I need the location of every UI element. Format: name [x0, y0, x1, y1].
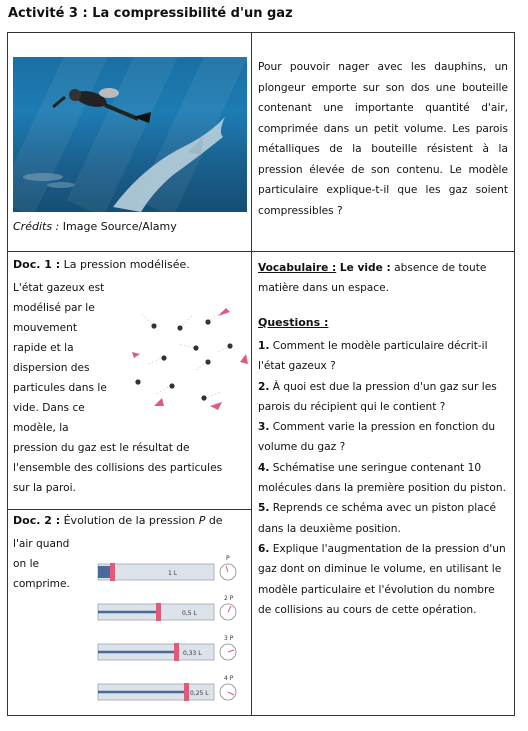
syringe-3-pressure: 3 P [224, 635, 234, 642]
question-item: 5. Reprends ce schéma avec un piston placé dans la deuxième position. [258, 502, 497, 535]
syringe-4-pressure: 4 P [224, 675, 234, 682]
syringe-3-volume: 0,33 L [183, 650, 202, 657]
divider-top [7, 251, 515, 252]
diver-dolphin-photo [13, 57, 247, 212]
questions-heading: Questions : [258, 316, 329, 329]
doc1-line: modélisé par le [13, 302, 95, 314]
syringe-4 [98, 675, 236, 701]
dolphin-figure [113, 117, 225, 212]
syringe-2 [98, 595, 236, 621]
question-item: 6. Explique l'augmentation de la pression d'un gaz dont on diminue le volume, en utilisant le modèle particulaire et l'évolution du nombre de collisions au cours de cette opération. [258, 542, 506, 616]
doc2-title: Doc. 2 : Évolution de la pression P de [13, 514, 223, 527]
doc1-title: Doc. 1 : La pression modélisée. [13, 258, 190, 271]
doc1-line: pression du gaz est le résultat de [13, 442, 190, 454]
doc1-line: particules dans le [13, 382, 107, 394]
syringe-diagram [90, 540, 250, 710]
diver-figure [53, 88, 151, 123]
doc1-line: l'ensemble des collisions des particules [13, 462, 223, 474]
doc1-line: sur la paroi. [13, 482, 76, 494]
doc2-line: on le [13, 558, 40, 570]
question-item: 2. À quoi est due la pression d'un gaz sur les parois du récipient qui le contient ? [258, 380, 497, 413]
doc1-line: modèle, la [13, 422, 69, 434]
doc1-line: L'état gazeux est [13, 282, 105, 294]
syringe-2-pressure: 2 P [224, 595, 234, 602]
question-item: 1. Comment le modèle particulaire décrit-il l'état gazeux ? [258, 340, 488, 373]
gas-particles-illustration [122, 302, 254, 414]
page-title: Activité 3 : La compressibilité d'un gaz [8, 6, 293, 21]
questions-list [258, 336, 510, 620]
doc1-line: vide. Dans ce [13, 402, 85, 414]
vocabulary-box: Vocabulaire : Le vide : absence de toute matière dans un espace. [258, 262, 487, 295]
doc1-line: dispersion des [13, 362, 90, 374]
syringe-2-volume: 0,5 L [182, 610, 197, 617]
question-item: 3. Comment varie la pression en fonction du volume du gaz ? [258, 421, 496, 454]
doc1-line: mouvement [13, 322, 78, 334]
doc2-line: l'air quand [13, 538, 70, 550]
question-item: 4. Schématise une seringue contenant 10 molécules dans la première position du piston. [258, 461, 506, 495]
divider-doc2 [7, 509, 251, 510]
syringe-3 [98, 635, 236, 661]
intro-paragraph: Pour pouvoir nager avec les dauphins, un plongeur emporte sur son dos une bouteille contenant une importante quantité d'air, comprimée dans un petit volume. Les parois métalliques de la bouteille résistent à la pression élevée de son contenu. Le modèle particulaire explique-t-il que les gaz soient compressibles ? [258, 61, 508, 217]
syringe-1-volume: 1 L [168, 570, 178, 577]
photo-credit: Crédits : Image Source/Alamy [13, 220, 177, 233]
syringe-4-volume: 0,25 L [190, 690, 209, 697]
doc1-line: rapide et la [13, 342, 74, 354]
syringe-1-pressure: P [226, 555, 230, 562]
syringe-1 [98, 555, 236, 581]
doc2-line: comprime. [13, 578, 70, 590]
